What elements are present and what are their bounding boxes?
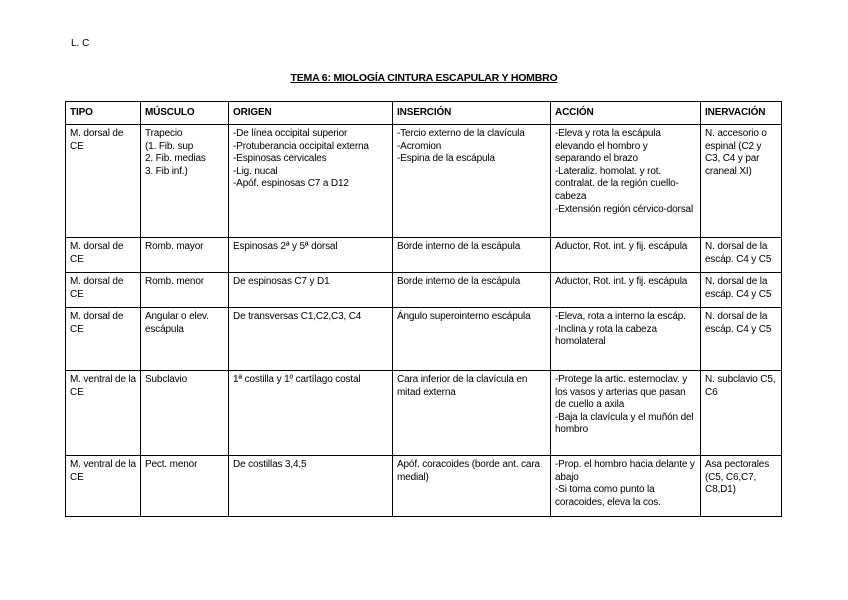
header-musculo: MÚSCULO — [141, 102, 229, 125]
table-row — [66, 308, 782, 371]
cell-accion: Aductor, Rot. int. y fij. escápula — [551, 238, 701, 273]
table-header-row — [66, 102, 782, 125]
cell-origen: De espinosas C7 y D1 — [229, 273, 393, 308]
header-insercion: INSERCIÓN — [393, 102, 551, 125]
cell-origen: Espinosas 2ª y 5ª dorsal — [229, 238, 393, 273]
cell-insercion: Apóf. coracoides (borde ant. cara medial) — [393, 456, 551, 517]
table-row — [66, 371, 782, 456]
cell-origen: 1ª costilla y 1º cartílago costal — [229, 371, 393, 456]
cell-tipo: M. dorsal de CE — [66, 273, 141, 308]
cell-tipo: M. dorsal de CE — [66, 125, 141, 238]
table-row — [66, 238, 782, 273]
cell-insercion: Cara inferior de la clavícula en mitad externa — [393, 371, 551, 456]
cell-inervacion: N. dorsal de la escáp. C4 y C5 — [701, 273, 782, 308]
muscle-table — [65, 101, 782, 517]
cell-musculo: Romb. menor — [141, 273, 229, 308]
author-initials: L. C — [71, 38, 90, 49]
cell-accion: -Prop. el hombro hacia delante y abajo -Si toma como punto la coracoides, eleva la cos. — [551, 456, 701, 517]
cell-inervacion: N. subclavio C5, C6 — [701, 371, 782, 456]
cell-accion: Aductor, Rot. int. y fij. escápula — [551, 273, 701, 308]
cell-insercion: Ángulo superointerno escápula — [393, 308, 551, 371]
header-inervacion: INERVACIÓN — [701, 102, 782, 125]
cell-inervacion: N. dorsal de la escáp. C4 y C5 — [701, 308, 782, 371]
cell-tipo: M. ventral de la CE — [66, 371, 141, 456]
table-row — [66, 273, 782, 308]
cell-origen: -De línea occipital superior -Protuberancia occipital externa -Espinosas cervicales -Lig. nucal -Apóf. espinosas C7 a D12 — [229, 125, 393, 238]
cell-musculo: Romb. mayor — [141, 238, 229, 273]
cell-inervacion: N. dorsal de la escáp. C4 y C5 — [701, 238, 782, 273]
cell-accion: -Protege la artic. esternoclav. y los vasos y arterias que pasan de cuello a axila -Baja la clavícula y el muñón del hombro — [551, 371, 701, 456]
header-origen: ORIGEN — [229, 102, 393, 125]
cell-musculo: Subclavio — [141, 371, 229, 456]
cell-insercion: Borde interno de la escápula — [393, 238, 551, 273]
cell-inervacion: N. accesorio o espinal (C2 y C3, C4 y par craneal XI) — [701, 125, 782, 238]
cell-tipo: M. dorsal de CE — [66, 308, 141, 371]
cell-insercion: Borde interno de la escápula — [393, 273, 551, 308]
table-row — [66, 125, 782, 238]
cell-tipo: M. ventral de la CE — [66, 456, 141, 517]
header-tipo: TIPO — [66, 102, 141, 125]
cell-origen: De transversas C1,C2,C3, C4 — [229, 308, 393, 371]
document-title: TEMA 6: MIOLOGÍA CINTURA ESCAPULAR Y HOMBRO — [290, 72, 558, 84]
table-row — [66, 456, 782, 517]
cell-musculo: Angular o elev. escápula — [141, 308, 229, 371]
cell-accion: -Eleva, rota a interno la escáp. -Inclina y rota la cabeza homolateral — [551, 308, 701, 371]
cell-musculo: Pect. menor — [141, 456, 229, 517]
cell-origen: De costillas 3,4,5 — [229, 456, 393, 517]
cell-accion: -Eleva y rota la escápula elevando el hombro y separando el brazo -Lateraliz. homolat. y rot. contralat. de la región cuello-cabeza -Extensión región cérvico-dorsal — [551, 125, 701, 238]
cell-musculo: Trapecio (1. Fib. sup 2. Fib. medias 3. Fib inf.) — [141, 125, 229, 238]
cell-tipo: M. dorsal de CE — [66, 238, 141, 273]
cell-inervacion: Asa pectorales (C5, C6,C7, C8,D1) — [701, 456, 782, 517]
cell-insercion: -Tercio externo de la clavícula -Acromion -Espina de la escápula — [393, 125, 551, 238]
header-accion: ACCIÓN — [551, 102, 701, 125]
